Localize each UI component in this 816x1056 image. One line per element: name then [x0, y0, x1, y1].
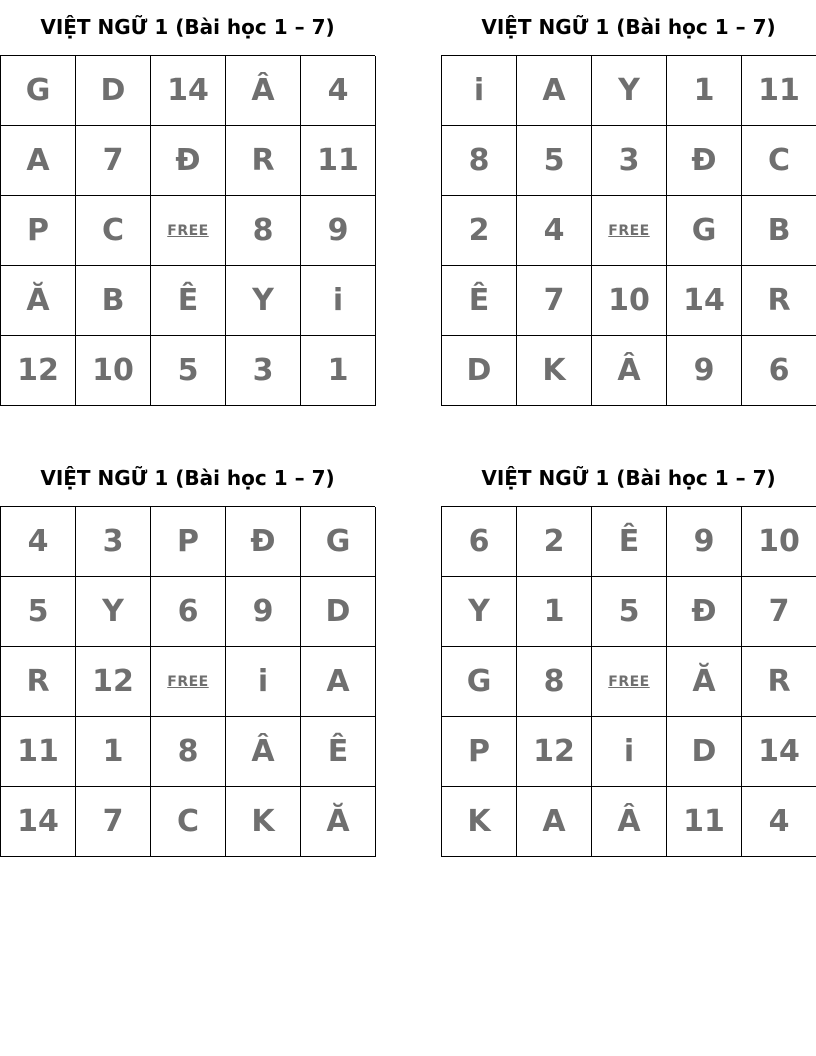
bingo-cell: Â: [592, 336, 667, 406]
bingo-cell: Ê: [592, 507, 667, 577]
bingo-cell: i: [442, 56, 517, 126]
bingo-cell: 4: [517, 196, 592, 266]
bingo-cell: K: [517, 336, 592, 406]
bingo-cell: A: [301, 647, 376, 717]
bingo-cell: 2: [442, 196, 517, 266]
bingo-cell: P: [1, 196, 76, 266]
bingo-cell: 3: [76, 507, 151, 577]
bingo-cell: 6: [151, 577, 226, 647]
bingo-cell: 11: [1, 717, 76, 787]
bingo-cell: 7: [517, 266, 592, 336]
bingo-cell: 7: [76, 787, 151, 857]
bingo-cell: P: [151, 507, 226, 577]
bingo-cell: A: [1, 126, 76, 196]
bingo-cell: Â: [226, 717, 301, 787]
card-title: VIỆT NGỮ 1 (Bài học 1 – 7): [481, 466, 776, 490]
free-space-cell: FREE: [592, 647, 667, 717]
bingo-cell: C: [742, 126, 816, 196]
bingo-cell: 4: [742, 787, 816, 857]
bingo-grid: [0, 506, 375, 857]
card-title: VIỆT NGỮ 1 (Bài học 1 – 7): [40, 466, 335, 490]
bingo-cell: Đ: [151, 126, 226, 196]
bingo-cell: 3: [226, 336, 301, 406]
bingo-cell: R: [742, 647, 816, 717]
free-space-cell: FREE: [151, 196, 226, 266]
bingo-cell: Â: [226, 56, 301, 126]
bingo-card-3: [0, 463, 375, 857]
bingo-cell: 10: [592, 266, 667, 336]
bingo-cell: 3: [592, 126, 667, 196]
bingo-grid: [441, 55, 816, 406]
bingo-cell: 12: [76, 647, 151, 717]
bingo-cell: G: [1, 56, 76, 126]
free-space-cell: FREE: [151, 647, 226, 717]
bingo-card-2: [441, 12, 816, 406]
bingo-cell: D: [301, 577, 376, 647]
bingo-cell: C: [151, 787, 226, 857]
bingo-cell: Ê: [151, 266, 226, 336]
bingo-cell: C: [76, 196, 151, 266]
bingo-cell: Đ: [667, 126, 742, 196]
bingo-cell: 11: [667, 787, 742, 857]
bingo-cell: P: [442, 717, 517, 787]
bingo-cell: Y: [442, 577, 517, 647]
bingo-cell: i: [226, 647, 301, 717]
bingo-cell: K: [226, 787, 301, 857]
bingo-cell: 9: [301, 196, 376, 266]
bingo-cell: 14: [742, 717, 816, 787]
bingo-cell: 9: [226, 577, 301, 647]
bingo-cell: R: [742, 266, 816, 336]
bingo-cell: G: [442, 647, 517, 717]
bingo-cell: 5: [592, 577, 667, 647]
bingo-cell: 12: [517, 717, 592, 787]
bingo-cell: 7: [742, 577, 816, 647]
bingo-cell: 1: [667, 56, 742, 126]
bingo-cell: 9: [667, 507, 742, 577]
bingo-cell: Ă: [667, 647, 742, 717]
free-space-cell: FREE: [592, 196, 667, 266]
bingo-card-1: [0, 12, 375, 406]
bingo-cell: G: [667, 196, 742, 266]
bingo-cell: A: [517, 787, 592, 857]
bingo-cell: 11: [742, 56, 816, 126]
card-title: VIỆT NGỮ 1 (Bài học 1 – 7): [481, 15, 776, 39]
bingo-cell: 2: [517, 507, 592, 577]
bingo-cell: D: [76, 56, 151, 126]
bingo-cell: D: [442, 336, 517, 406]
bingo-cell: R: [226, 126, 301, 196]
bingo-cell: 4: [1, 507, 76, 577]
bingo-cell: 1: [76, 717, 151, 787]
bingo-cell: 8: [151, 717, 226, 787]
bingo-cell: 5: [517, 126, 592, 196]
bingo-cell: Â: [592, 787, 667, 857]
bingo-cell: Y: [226, 266, 301, 336]
bingo-cell: 11: [301, 126, 376, 196]
bingo-cell: 8: [517, 647, 592, 717]
bingo-cell: i: [592, 717, 667, 787]
bingo-cell: A: [517, 56, 592, 126]
bingo-cell: i: [301, 266, 376, 336]
bingo-cell: B: [742, 196, 816, 266]
bingo-cell: D: [667, 717, 742, 787]
bingo-cell: 4: [301, 56, 376, 126]
bingo-cell: Ă: [1, 266, 76, 336]
bingo-cell: Đ: [667, 577, 742, 647]
bingo-cell: B: [76, 266, 151, 336]
bingo-cell: 6: [742, 336, 816, 406]
bingo-cell: G: [301, 507, 376, 577]
bingo-cell: 10: [742, 507, 816, 577]
bingo-cell: 5: [151, 336, 226, 406]
bingo-cell: 14: [667, 266, 742, 336]
bingo-cell: 12: [1, 336, 76, 406]
bingo-cell: 14: [1, 787, 76, 857]
bingo-grid: [0, 55, 375, 406]
bingo-cell: Y: [592, 56, 667, 126]
bingo-cell: Đ: [226, 507, 301, 577]
bingo-cell: 10: [76, 336, 151, 406]
bingo-cell: Ă: [301, 787, 376, 857]
bingo-cell: Ê: [301, 717, 376, 787]
bingo-cell: 8: [442, 126, 517, 196]
bingo-cell: Ê: [442, 266, 517, 336]
bingo-cell: R: [1, 647, 76, 717]
bingo-cell: 5: [1, 577, 76, 647]
bingo-cell: 8: [226, 196, 301, 266]
bingo-cell: 6: [442, 507, 517, 577]
bingo-card-4: [441, 463, 816, 857]
card-title: VIỆT NGỮ 1 (Bài học 1 – 7): [40, 15, 335, 39]
bingo-cell: K: [442, 787, 517, 857]
bingo-cell: 14: [151, 56, 226, 126]
bingo-cell: Y: [76, 577, 151, 647]
bingo-cell: 9: [667, 336, 742, 406]
bingo-cell: 7: [76, 126, 151, 196]
bingo-cell: 1: [301, 336, 376, 406]
bingo-grid: [441, 506, 816, 857]
bingo-cell: 1: [517, 577, 592, 647]
